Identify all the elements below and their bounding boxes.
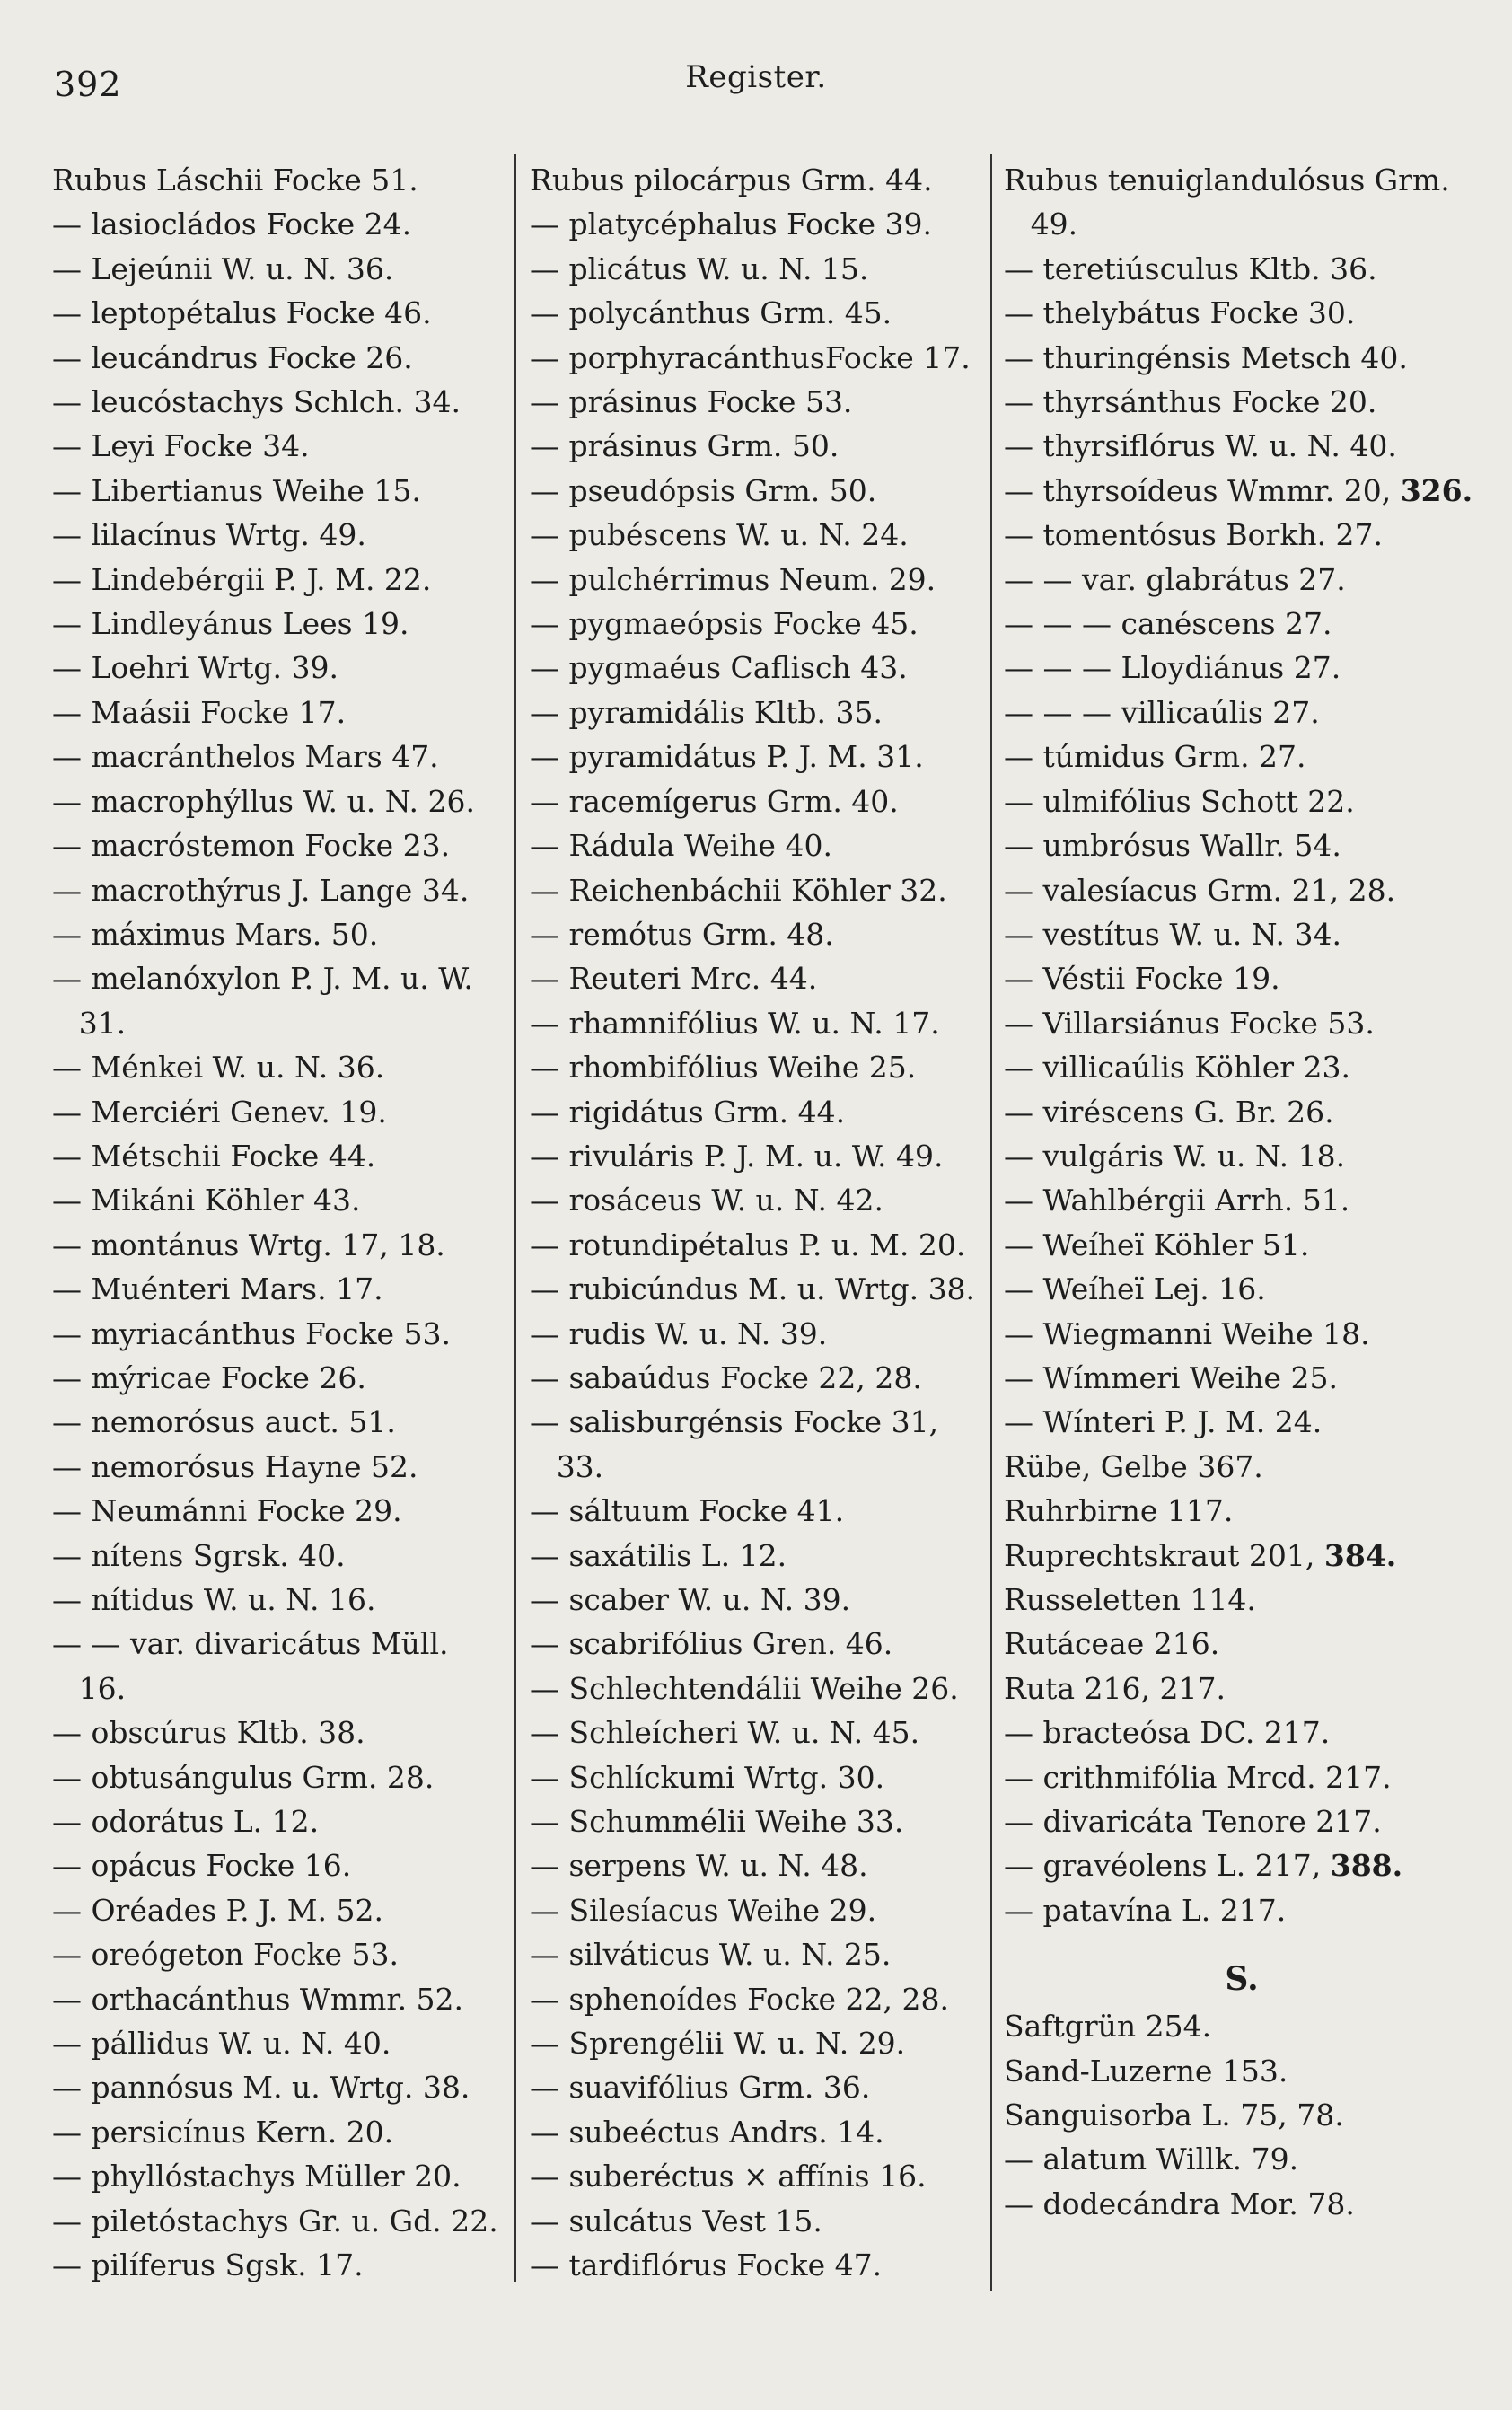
index-entry: — Schummélii Weihe 33. xyxy=(530,1804,904,1840)
index-entry: — villicaúlis Köhler 23. xyxy=(1004,1050,1351,1086)
index-entry: — thuringénsis Metsch 40. xyxy=(1004,339,1408,375)
index-entry: Rübe, Gelbe 367. xyxy=(1004,1448,1263,1484)
index-column-1 xyxy=(52,158,501,2288)
index-entry: — macránthelos Mars 47. xyxy=(52,739,439,775)
index-entry: — Lindebérgii P. J. M. 22. xyxy=(52,561,432,597)
index-entry: — tomentósus Borkh. 27. xyxy=(1004,517,1384,553)
index-entry: — Merciéri Genev. 19. xyxy=(52,1094,387,1130)
index-entry: — Neumánni Focke 29. xyxy=(52,1493,402,1529)
index-entry: — ulmifólius Schott 22. xyxy=(1004,783,1355,819)
index-entry: — suberéctus × affínis 16. xyxy=(530,2159,927,2195)
index-entry: — Véstii Focke 19. xyxy=(1004,961,1280,997)
index-entry: — opácus Focke 16. xyxy=(52,1848,352,1884)
index-entry: — rudis W. u. N. 39. xyxy=(530,1315,828,1351)
index-entry: — prásinus Focke 53. xyxy=(530,384,853,420)
index-entry: — Lindleyánus Lees 19. xyxy=(52,606,409,642)
index-entry: — sáltuum Focke 41. xyxy=(530,1493,845,1529)
index-entry: — remótus Grm. 48. xyxy=(530,916,834,952)
index-entry: — sphenoídes Focke 22, 28. xyxy=(530,1981,949,2017)
index-entry: — — var. divaricátus Müll. 16. xyxy=(52,1626,449,1706)
index-entry: — Maásii Focke 17. xyxy=(52,694,347,730)
index-entry: — subeéctus Andrs. 14. xyxy=(530,2114,884,2150)
index-entry: — Schleícheri W. u. N. 45. xyxy=(530,1715,920,1751)
index-entry: — Silesíacus Weihe 29. xyxy=(530,1892,877,1928)
index-entry: — pseudópsis Grm. 50. xyxy=(530,472,877,508)
index-entry: — — — canéscens 27. xyxy=(1004,606,1332,642)
index-entry: — Reichenbáchii Köhler 32. xyxy=(530,872,947,908)
index-entry: — pygmaeópsis Focke 45. xyxy=(530,606,919,642)
index-entry: — nítens Sgrsk. 40. xyxy=(52,1537,346,1573)
index-entry: — rhombifólius Weihe 25. xyxy=(530,1050,917,1086)
index-entry: — umbrósus Wallr. 54. xyxy=(1004,828,1341,864)
index-entry: — leucóstachys Schlch. 34. xyxy=(52,384,461,420)
index-entry: — saxátilis L. 12. xyxy=(530,1537,787,1573)
page-number: 392 xyxy=(54,65,122,104)
index-entry: — lasiocládos Focke 24. xyxy=(52,207,412,242)
index-entry: — crithmifólia Mrcd. 217. xyxy=(1004,1759,1392,1795)
index-entry: — alatum Willk. 79. xyxy=(1004,2142,1299,2177)
index-entry: — sabaúdus Focke 22, 28. xyxy=(530,1359,922,1395)
index-entry: — Reuteri Mrc. 44. xyxy=(530,961,818,997)
index-entry: — valesíacus Grm. 21, 28. xyxy=(1004,872,1396,908)
index-entry: — leptopétalus Focke 46. xyxy=(52,295,432,331)
index-entry: — divaricáta Tenore 217. xyxy=(1004,1804,1382,1840)
index-entry: — Muénteri Mars. 17. xyxy=(52,1271,383,1307)
column-3-entries xyxy=(1004,158,1480,1932)
column-divider xyxy=(514,154,516,2282)
index-entry: Rubus tenuiglandulósus Grm. 49. xyxy=(1004,163,1450,242)
index-entry: — Métschii Focke 44. xyxy=(52,1138,376,1174)
index-entry: — Sprengélii W. u. N. 29. xyxy=(530,2026,906,2062)
index-entry: — scaber W. u. N. 39. xyxy=(530,1582,851,1617)
index-entry: Ruta 216, 217. xyxy=(1004,1670,1226,1706)
index-entry: — platycéphalus Focke 39. xyxy=(530,207,932,242)
index-entry: — Weíheï Köhler 51. xyxy=(1004,1227,1310,1262)
index-entry: — — var. glabrátus 27. xyxy=(1004,561,1346,597)
index-entry: Sanguisorba L. 75, 78. xyxy=(1004,2098,1344,2133)
index-entry: — Schlechtendálii Weihe 26. xyxy=(530,1670,959,1706)
index-entry: — scabrifólius Gren. 46. xyxy=(530,1626,893,1662)
index-entry: — bracteósa DC. 217. xyxy=(1004,1715,1331,1751)
index-entry: Sand-Luzerne 153. xyxy=(1004,2053,1288,2089)
index-entry: — máximus Mars. 50. xyxy=(52,916,379,952)
index-entry: — gravéolens L. 217, 388. xyxy=(1004,1848,1403,1884)
index-entry: — rigidátus Grm. 44. xyxy=(530,1094,846,1130)
index-entry: — patavína L. 217. xyxy=(1004,1892,1287,1928)
index-entry: — pannósus M. u. Wrtg. 38. xyxy=(52,2070,470,2106)
index-entry: — silváticus W. u. N. 25. xyxy=(530,1937,892,1973)
index-entry: — Weíheï Lej. 16. xyxy=(1004,1271,1266,1307)
index-entry: — dodecándra Mor. 78. xyxy=(1004,2186,1355,2221)
index-entry: — thyrsoídeus Wmmr. 20, 326. xyxy=(1004,472,1473,508)
index-entry: — thyrsiflórus W. u. N. 40. xyxy=(1004,428,1397,464)
index-entry: Ruhrbirne 117. xyxy=(1004,1493,1234,1529)
index-entry: — pygmaéus Caflisch 43. xyxy=(530,650,908,686)
index-entry: — plicátus W. u. N. 15. xyxy=(530,251,869,286)
index-entry: — Rádula Weihe 40. xyxy=(530,828,832,864)
index-entry: — Ménkei W. u. N. 36. xyxy=(52,1050,385,1086)
index-entry: — mýricae Focke 26. xyxy=(52,1359,366,1395)
index-entry: — thyrsánthus Focke 20. xyxy=(1004,384,1377,420)
index-entry: — orthacánthus Wmmr. 52. xyxy=(52,1981,464,2017)
index-entry: — pulchérrimus Neum. 29. xyxy=(530,561,936,597)
index-entry: — polycánthus Grm. 45. xyxy=(530,295,892,331)
index-entry: — thelybátus Focke 30. xyxy=(1004,295,1356,331)
index-entry: — nemorósus Hayne 52. xyxy=(52,1448,418,1484)
index-entry: — obtusángulus Grm. 28. xyxy=(52,1759,435,1795)
column-divider xyxy=(990,154,992,2291)
index-entry: — persicínus Kern. 20. xyxy=(52,2114,394,2150)
index-entry: Rutáceae 216. xyxy=(1004,1626,1220,1662)
running-head: Register. xyxy=(685,59,827,95)
index-entry: — viréscens G. Br. 26. xyxy=(1004,1094,1334,1130)
index-entry: — nítidus W. u. N. 16. xyxy=(52,1582,376,1617)
index-entry: — rhamnifólius W. u. N. 17. xyxy=(530,1005,940,1041)
index-entry: — rosáceus W. u. N. 42. xyxy=(530,1183,884,1218)
index-entry: — montánus Wrtg. 17, 18. xyxy=(52,1227,445,1262)
index-entry: — Lejeúnii W. u. N. 36. xyxy=(52,251,394,286)
index-entry: — Loehri Wrtg. 39. xyxy=(52,650,338,686)
index-entry: — Oréades P. J. M. 52. xyxy=(52,1892,383,1928)
index-entry: — tardiflórus Focke 47. xyxy=(530,2247,883,2283)
index-entry: — lilacínus Wrtg. 49. xyxy=(52,517,366,553)
index-entry: — piletóstachys Gr. u. Gd. 22. xyxy=(52,2203,498,2238)
index-entry: Ruprechtskraut 201, 384. xyxy=(1004,1537,1397,1573)
index-entry: — prásinus Grm. 50. xyxy=(530,428,840,464)
index-entry: — phyllóstachys Müller 20. xyxy=(52,2159,462,2195)
index-entry: — vulgáris W. u. N. 18. xyxy=(1004,1138,1346,1174)
index-entry: — racemígerus Grm. 40. xyxy=(530,783,899,819)
section-s-entries xyxy=(1004,2004,1480,2226)
index-entry: Rubus pilocárpus Grm. 44. xyxy=(530,163,933,198)
index-entry: — macrophýllus W. u. N. 26. xyxy=(52,783,475,819)
index-entry: — rubicúndus M. u. Wrtg. 38. xyxy=(530,1271,976,1307)
index-entry: — Wínteri P. J. M. 24. xyxy=(1004,1404,1323,1440)
index-entry: — pállidus W. u. N. 40. xyxy=(52,2026,391,2062)
index-entry: — rotundipétalus P. u. M. 20. xyxy=(530,1227,966,1262)
index-entry: — nemorósus auct. 51. xyxy=(52,1404,396,1440)
index-entry: — pubéscens W. u. N. 24. xyxy=(530,517,909,553)
index-entry: — melanóxylon P. J. M. u. W. 31. xyxy=(52,961,473,1041)
index-column-2 xyxy=(530,158,988,2288)
index-entry: Saftgrün 254. xyxy=(1004,2009,1212,2045)
index-entry: — macróstemon Focke 23. xyxy=(52,828,451,864)
section-heading: S. xyxy=(1225,1960,1259,1999)
index-entry: — myriacánthus Focke 53. xyxy=(52,1315,451,1351)
index-entry: — Wahlbérgii Arrh. 51. xyxy=(1004,1183,1350,1218)
index-entry: — pyramidális Kltb. 35. xyxy=(530,694,883,730)
index-entry: — — — Lloydiánus 27. xyxy=(1004,650,1341,686)
index-entry: — Villarsiánus Focke 53. xyxy=(1004,1005,1375,1041)
index-entry: — sulcátus Vest 15. xyxy=(530,2203,822,2238)
index-entry: — Libertianus Weihe 15. xyxy=(52,472,421,508)
index-entry: — Mikáni Köhler 43. xyxy=(52,1183,361,1218)
index-entry: — rivuláris P. J. M. u. W. 49. xyxy=(530,1138,944,1174)
index-entry: — Leyi Focke 34. xyxy=(52,428,310,464)
index-entry: Russeletten 114. xyxy=(1004,1582,1256,1617)
index-entry: — oreógeton Focke 53. xyxy=(52,1937,399,1973)
index-entry: — porphyracánthusFocke 17. xyxy=(530,339,971,375)
index-entry: — Schlíckumi Wrtg. 30. xyxy=(530,1759,885,1795)
index-column-3 xyxy=(1004,158,1480,2226)
index-entry: — obscúrus Kltb. 38. xyxy=(52,1715,365,1751)
index-entry: — odorátus L. 12. xyxy=(52,1804,320,1840)
index-entry: — salisburgénsis Focke 31, 33. xyxy=(530,1404,939,1484)
index-entry: Rubus Láschii Focke 51. xyxy=(52,163,418,198)
index-entry: — serpens W. u. N. 48. xyxy=(530,1848,868,1884)
index-entry: — leucándrus Focke 26. xyxy=(52,339,413,375)
index-entry: — Wímmeri Weihe 25. xyxy=(1004,1359,1338,1395)
index-entry: — túmidus Grm. 27. xyxy=(1004,739,1306,775)
index-entry: — pyramidátus P. J. M. 31. xyxy=(530,739,924,775)
index-entry: — vestítus W. u. N. 34. xyxy=(1004,916,1341,952)
index-entry: — Wiegmanni Weihe 18. xyxy=(1004,1315,1370,1351)
index-entry: — macrothýrus J. Lange 34. xyxy=(52,872,470,908)
index-entry: — suavifólius Grm. 36. xyxy=(530,2070,871,2106)
index-entry: — pilíferus Sgsk. 17. xyxy=(52,2247,364,2283)
index-entry: — teretiúsculus Kltb. 36. xyxy=(1004,251,1377,286)
index-entry: — — — villicaúlis 27. xyxy=(1004,694,1320,730)
